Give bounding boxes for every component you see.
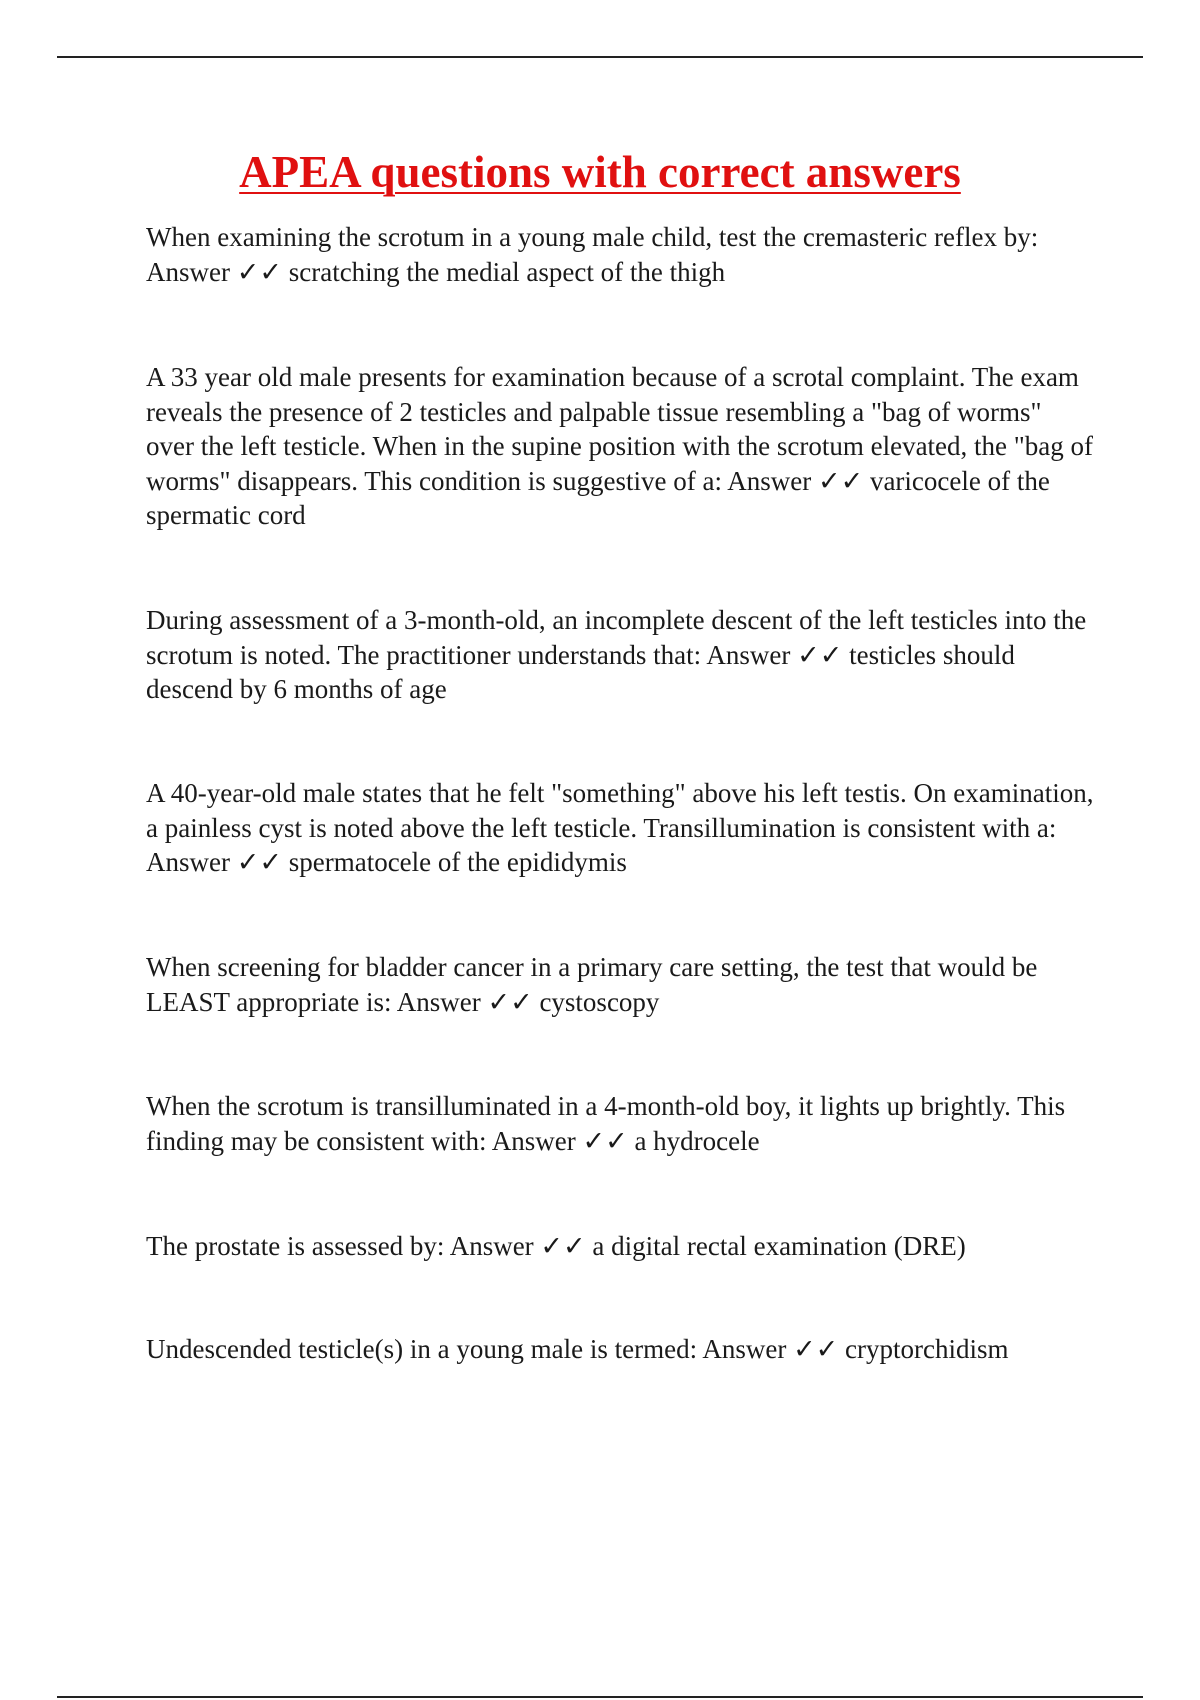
qa-item-6: When the scrotum is transilluminated in a 4-month-old boy, it lights up brightly. This finding may be consistent with: Answer ✓✓ a hydrocele: [146, 1091, 1066, 1156]
qa-item-3: During assessment of a 3-month-old, an incomplete descent of the left testicles into the scrotum is noted. The practitioner understands that: Answer ✓✓ testicles should descend by 6 months of age: [146, 605, 1087, 704]
qa-item-7: The prostate is assessed by: Answer ✓✓ a digital rectal examination (DRE): [146, 1231, 966, 1261]
document-title: APEA questions with correct answers: [239, 147, 961, 197]
qa-item-5: When screening for bladder cancer in a primary care setting, the test that would be LEAST appropriate is: Answer ✓✓ cystoscopy: [146, 952, 1038, 1017]
qa-item-2: A 33 year old male presents for examination because of a scrotal complaint. The exam reveals the presence of 2 testicles and palpable tissue resembling a "bag of worms" over the left testicle. When in the supine position with the scrotum elevated, the "bag of worms" disappears. This condition is suggestive of a: Answer ✓✓ varicocele of the spermatic cord: [146, 362, 1094, 530]
bottom-rule: [57, 1696, 1143, 1698]
qa-item-8: Undescended testicle(s) in a young male is termed: Answer ✓✓ cryptorchidism: [146, 1334, 1009, 1364]
qa-item-1: When examining the scrotum in a young male child, test the cremasteric reflex by: Answer ✓✓ scratching the medial aspect of the thigh: [146, 222, 1039, 287]
qa-item-4: A 40-year-old male states that he felt "something" above his left testis. On examination, a painless cyst is noted above the left testicle. Transillumination is consistent with a: Answer ✓✓ spermatocele of the epididymis: [146, 778, 1094, 877]
top-rule: [57, 56, 1143, 58]
